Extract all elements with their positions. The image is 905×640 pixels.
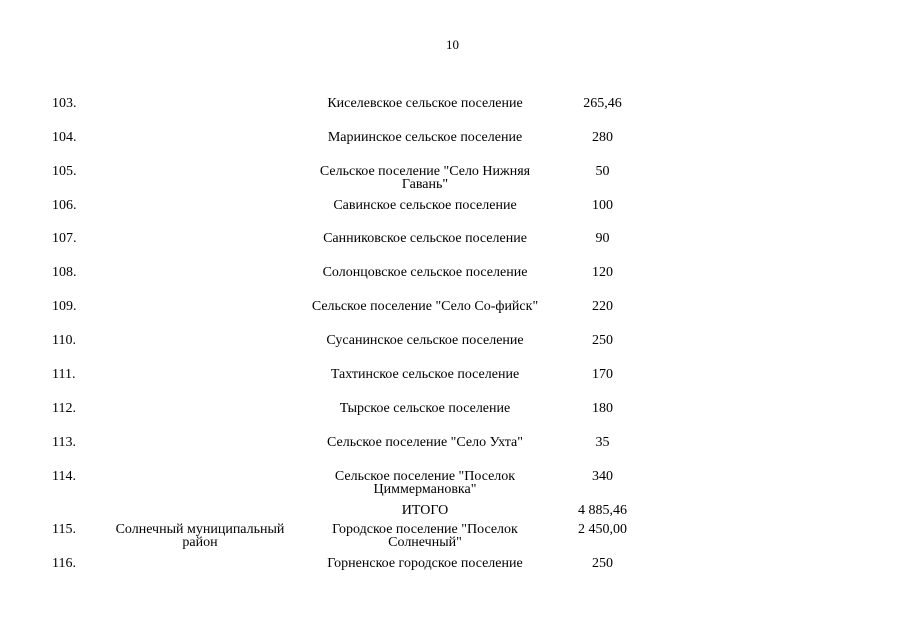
table-row bbox=[0, 368, 905, 402]
settlement-name: Тырское сельское поселение bbox=[339, 401, 511, 416]
row-number: 113. bbox=[52, 435, 76, 450]
table-row bbox=[0, 557, 905, 591]
table-row bbox=[0, 334, 905, 368]
table-row bbox=[0, 131, 905, 165]
row-number: 112. bbox=[52, 401, 76, 416]
district-name: Солнечный муниципальный район bbox=[115, 522, 285, 550]
settlement-name: Городское поселение "Поселок Солнечный" bbox=[332, 522, 518, 550]
settlement-name: Сельское поселение "Село Со-фийск" bbox=[311, 299, 539, 314]
amount-value: 50 bbox=[595, 164, 610, 179]
amount-value: 265,46 bbox=[583, 96, 622, 111]
settlement-name: Сельское поселение "Поселок Циммермановка" bbox=[334, 469, 516, 497]
amount-value: 2 450,00 bbox=[578, 522, 627, 537]
settlement-name: Солонцовское сельское поселение bbox=[322, 265, 528, 280]
table-row-total bbox=[0, 504, 905, 522]
row-number: 109. bbox=[52, 299, 77, 314]
table-row bbox=[0, 436, 905, 470]
amount-value: 340 bbox=[592, 469, 613, 484]
row-number: 108. bbox=[52, 265, 77, 280]
row-number: 115. bbox=[52, 522, 76, 537]
settlement-name: Мариинское сельское поселение bbox=[327, 130, 523, 145]
table-row bbox=[0, 199, 905, 233]
row-number: 104. bbox=[52, 130, 77, 145]
total-amount: 4 885,46 bbox=[578, 503, 627, 518]
row-number: 107. bbox=[52, 231, 77, 246]
table-row bbox=[0, 470, 905, 504]
settlement-name: Санниковское сельское поселение bbox=[323, 231, 527, 246]
table-row bbox=[0, 300, 905, 334]
row-number: 111. bbox=[52, 367, 76, 382]
page-number: 10 bbox=[446, 37, 459, 52]
amount-value: 180 bbox=[592, 401, 613, 416]
table-row bbox=[0, 97, 905, 131]
table-row bbox=[0, 523, 905, 557]
table-row bbox=[0, 402, 905, 436]
row-number: 116. bbox=[52, 556, 76, 571]
amount-value: 100 bbox=[592, 198, 613, 213]
amount-value: 250 bbox=[592, 333, 613, 348]
total-label: ИТОГО bbox=[401, 503, 449, 518]
settlement-name: Горненское городское поселение bbox=[327, 556, 523, 571]
settlement-name: Сельское поселение "Село Ухта" bbox=[327, 435, 523, 450]
row-number: 114. bbox=[52, 469, 76, 484]
amount-value: 170 bbox=[592, 367, 613, 382]
row-number: 105. bbox=[52, 164, 77, 179]
settlement-name: Тахтинское сельское поселение bbox=[330, 367, 520, 382]
table-row bbox=[0, 165, 905, 199]
settlement-name: Савинское сельское поселение bbox=[333, 198, 517, 213]
amount-value: 280 bbox=[592, 130, 613, 145]
settlement-name: Киселевское сельское поселение bbox=[327, 96, 523, 111]
settlement-name: Сельское поселение "Село Нижняя Гавань" bbox=[319, 164, 531, 192]
row-number: 110. bbox=[52, 333, 76, 348]
table-row bbox=[0, 266, 905, 300]
amount-value: 35 bbox=[595, 435, 610, 450]
row-number: 106. bbox=[52, 198, 77, 213]
amount-value: 220 bbox=[592, 299, 613, 314]
amount-value: 250 bbox=[592, 556, 613, 571]
row-number: 103. bbox=[52, 96, 77, 111]
amount-value: 90 bbox=[595, 231, 610, 246]
table-row bbox=[0, 232, 905, 266]
settlement-name: Сусанинское сельское поселение bbox=[326, 333, 524, 348]
amount-value: 120 bbox=[592, 265, 613, 280]
